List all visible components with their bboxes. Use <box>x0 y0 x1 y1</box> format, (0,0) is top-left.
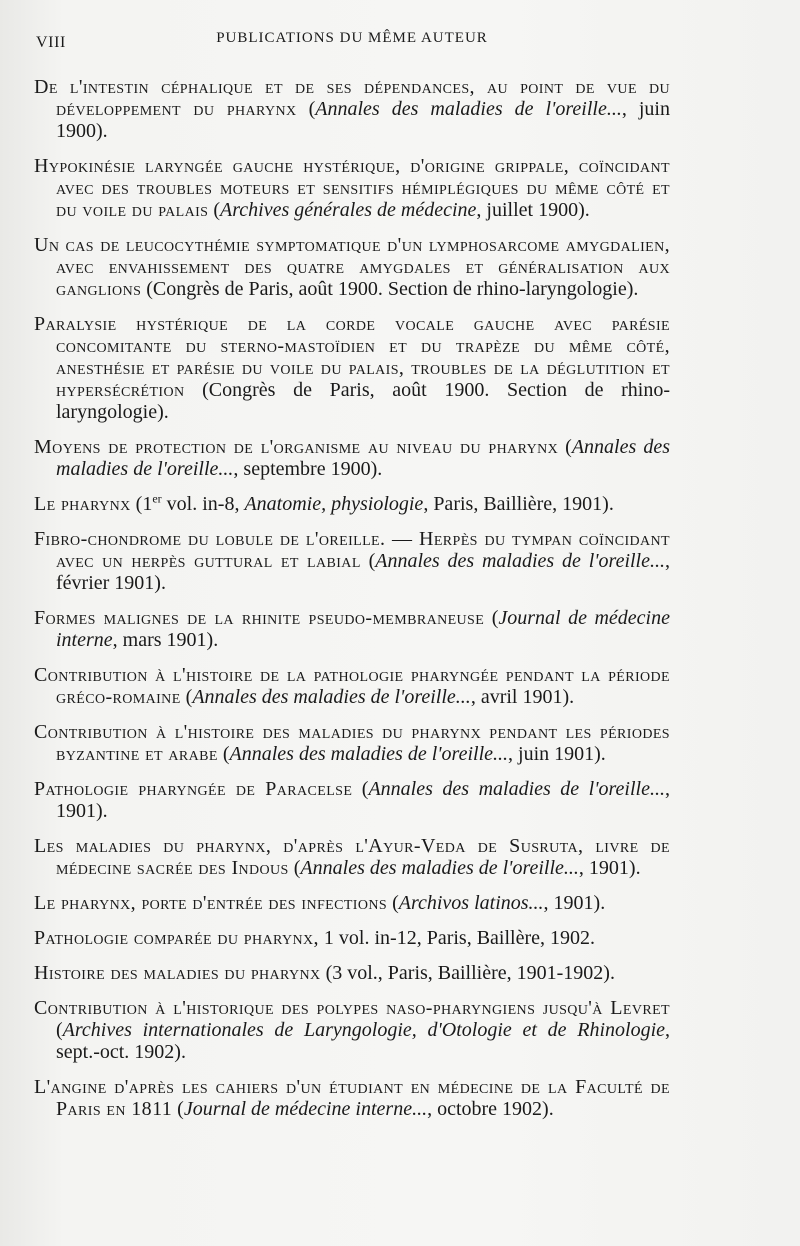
entry-title: L'angine d'après les cahiers d'un étudiant en médecine de la Faculté de Paris en 1811 <box>34 1076 670 1120</box>
entry-reference: (Annales des maladies de l'oreille..., février 1901). <box>56 550 670 594</box>
publication-entry <box>34 721 670 765</box>
entry-reference: (Annales des maladies de l'oreille..., avril 1901). <box>180 686 575 708</box>
publication-entry <box>34 997 670 1063</box>
entry-title: Formes malignes de la rhinite pseudo-membraneuse <box>34 607 485 629</box>
entry-title: Histoire des maladies du pharynx <box>34 962 321 984</box>
page-number: VIII <box>36 34 66 51</box>
entry-title: Fibro-chondrome du lobule de l'oreille. — Herpès du tympan coïncidant avec un herpès guttural et labial <box>34 528 670 572</box>
entry-reference: (Archivos latinos..., 1901). <box>387 892 606 914</box>
publication-entry <box>34 155 670 221</box>
entry-reference: (Annales des maladies de l'oreille..., juin 1900). <box>56 98 670 142</box>
entry-reference: (Journal de médecine interne..., octobre 1902). <box>172 1098 554 1120</box>
entry-title: Le pharynx, porte d'entrée des infections <box>34 892 388 914</box>
entry-title: Moyens de protection de l'organisme au niveau du pharynx <box>34 436 559 458</box>
publication-entry <box>34 528 670 594</box>
publication-entry <box>34 835 670 879</box>
publication-entry <box>34 927 670 949</box>
entry-reference: (Annales des maladies de l'oreille..., septembre 1900). <box>56 436 670 480</box>
publication-list <box>34 76 670 1120</box>
entry-title: Un cas de leucocythémie symptomatique d'un lymphosarcome amygdalien, avec envahissement des quatre amygdales et généralisation aux ganglions <box>34 234 670 300</box>
entry-title: Les maladies du pharynx, d'après l'Ayur-Veda de Susruta, livre de médecine sacrée des Indous <box>34 835 670 879</box>
publication-entry <box>34 313 670 423</box>
running-title: PUBLICATIONS DU MÊME AUTEUR <box>216 30 488 46</box>
entry-reference: (3 vol., Paris, Baillière, 1901-1902). <box>320 962 615 984</box>
publication-entry <box>34 1076 670 1120</box>
entry-title: Contribution à l'histoire des maladies du pharynx pendant les périodes byzantine et arabe <box>34 721 670 765</box>
entry-reference: (Congrès de Paris, août 1900. Section de rhino-laryngologie). <box>56 379 670 423</box>
entry-title: Paralysie hystérique de la corde vocale gauche avec parésie concomitante du sterno-mastoïdien et du trapèze du même côté, anesthésie et parésie du voile du palais, troubles de la déglutition et hypersécrétion <box>34 313 670 401</box>
entry-title: Contribution à l'historique des polypes naso-pharyngiens jusqu'à Levret <box>34 997 670 1019</box>
publication-entry <box>34 664 670 708</box>
publication-entry <box>34 436 670 480</box>
entry-reference: (Congrès de Paris, août 1900. Section de rhino-laryngologie). <box>141 278 639 300</box>
publication-entry <box>34 607 670 651</box>
entry-reference: (Archives générales de médecine, juillet 1900). <box>208 199 590 221</box>
entry-title: Pathologie pharyngée de Paracelse <box>34 778 353 800</box>
entry-reference: (Annales des maladies de l'oreille..., 1901). <box>56 778 670 822</box>
entry-title: Hypokinésie laryngée gauche hystérique, d'origine grippale, coïncidant avec des troubles moteurs et sensitifs hémiplégiques du même côté et du voile du palais <box>34 155 670 221</box>
entry-reference: (Annales des maladies de l'oreille..., juin 1901). <box>217 743 606 765</box>
entry-title: Contribution à l'histoire de la pathologie pharyngée pendant la période gréco-romaine <box>34 664 670 708</box>
entry-title: Pathologie comparée du pharynx, <box>34 927 319 949</box>
entry-reference: (Archives internationales de Laryngologie, d'Otologie et de Rhinologie, sept.-oct. 1902). <box>56 1019 670 1063</box>
publication-entry <box>34 493 670 515</box>
entry-reference: (Annales des maladies de l'oreille..., 1901). <box>288 857 641 879</box>
running-head <box>34 28 670 54</box>
publication-entry <box>34 778 670 822</box>
entry-reference: 1 vol. in-12, Paris, Baillère, 1902. <box>318 927 595 949</box>
publication-entry <box>34 892 670 914</box>
entry-reference: (Journal de médecine interne, mars 1901). <box>56 607 670 651</box>
publication-entry <box>34 76 670 142</box>
publication-entry <box>34 234 670 300</box>
entry-title: Le pharynx <box>34 493 131 515</box>
publication-entry <box>34 962 670 984</box>
entry-title: De l'intestin céphalique et de ses dépendances, au point de vue du développement du pharynx <box>34 76 670 120</box>
entry-reference: (1er vol. in-8, Anatomie, physiologie, Paris, Baillière, 1901). <box>130 491 614 515</box>
